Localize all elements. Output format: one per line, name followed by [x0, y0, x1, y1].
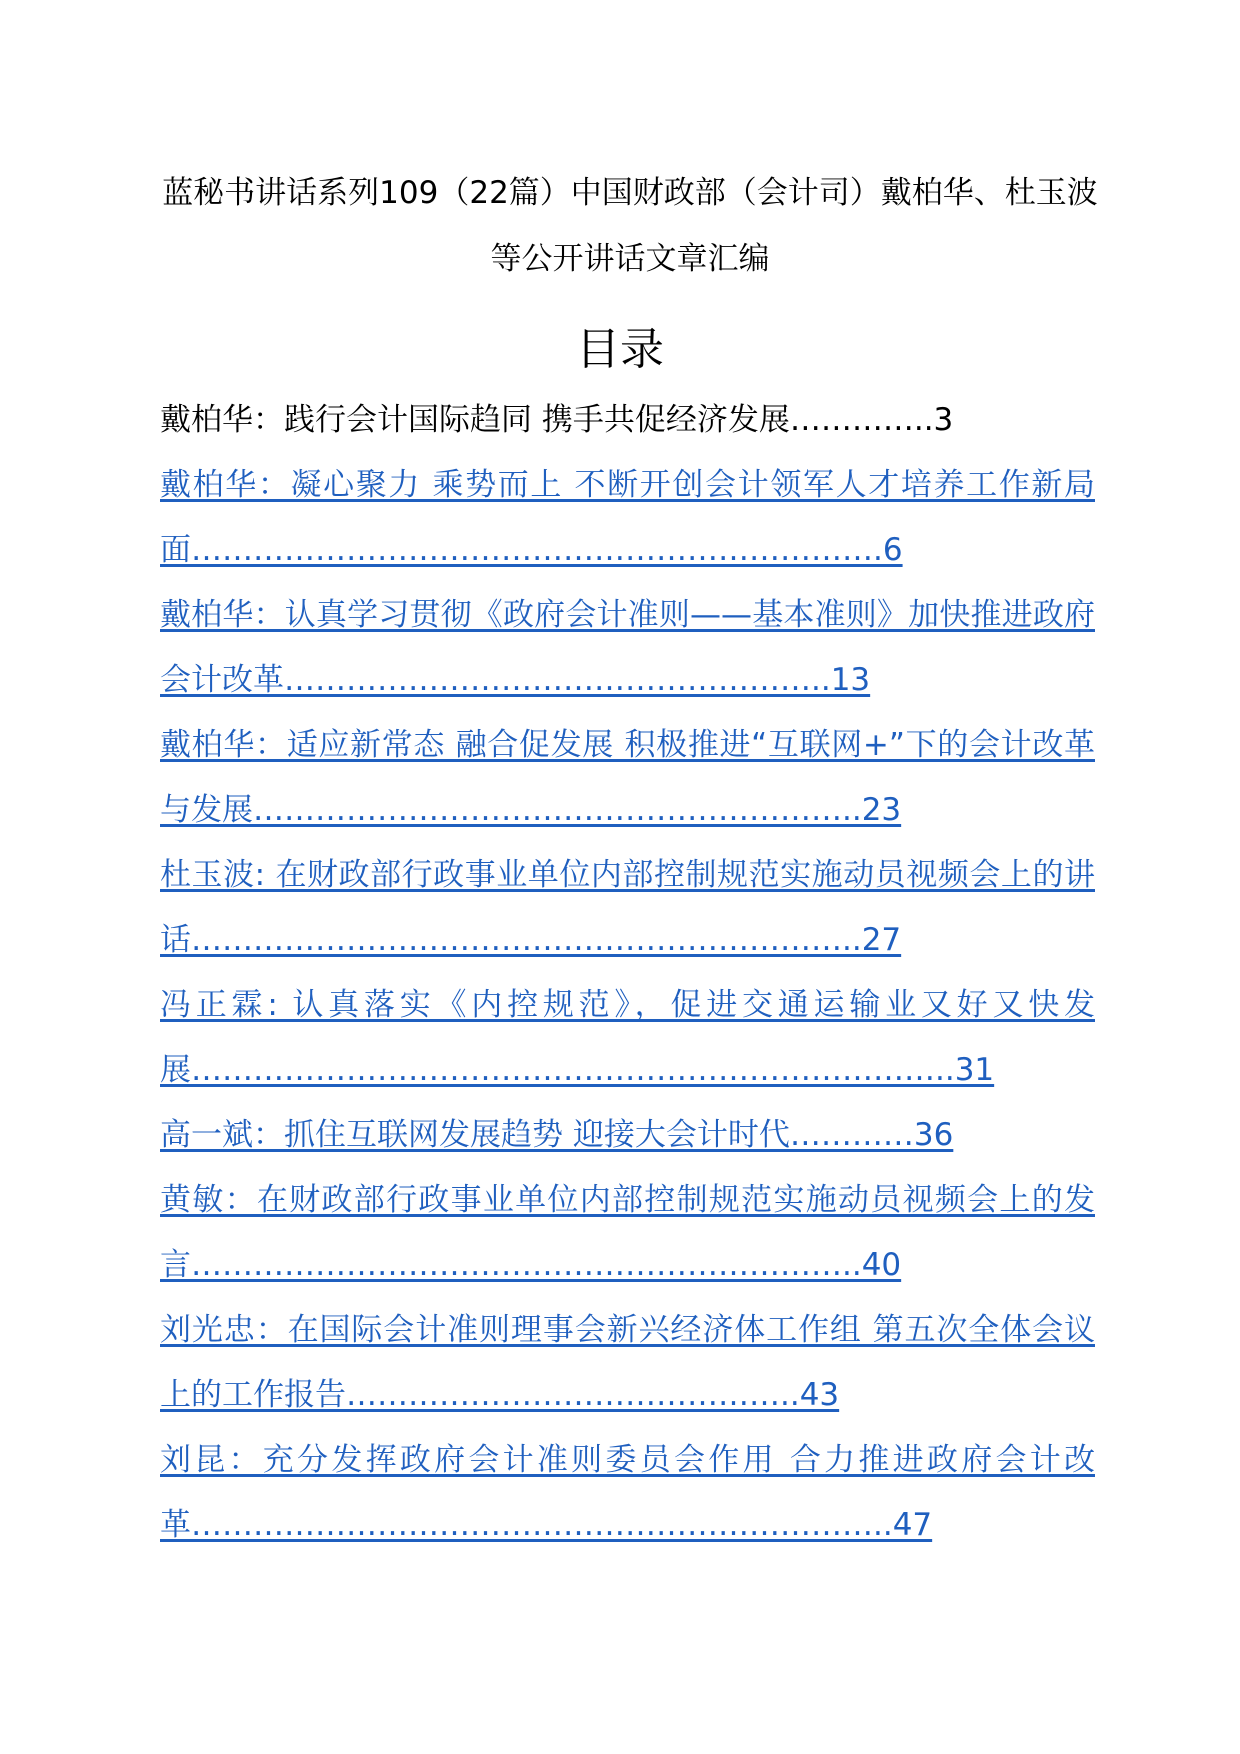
toc-entry: [160, 1168, 1095, 1298]
table-of-contents: [160, 388, 1095, 1558]
document-title: 蓝秘书讲话系列109（22篇）中国财政部（会计司）戴柏华、杜玉波等公开讲话文章汇编: [162, 175, 1098, 277]
toc-entry: [160, 1298, 1095, 1428]
toc-entry: [160, 713, 1095, 843]
toc-link[interactable]: 高一斌：抓住互联网发展趋势 迎接大会计时代…………36: [160, 1117, 954, 1153]
toc-link[interactable]: 刘昆：充分发挥政府会计准则委员会作用 合力推进政府会计改革…………………………………………………………..47: [160, 1442, 1095, 1543]
toc-link[interactable]: 刘光忠：在国际会计准则理事会新兴经济体工作组 第五次全体会议上的工作报告……………………………………..43: [160, 1312, 1095, 1413]
toc-link[interactable]: 戴柏华：践行会计国际趋同 携手共促经济发展…………..3: [160, 402, 954, 438]
toc-link[interactable]: 戴柏华：认真学习贯彻《政府会计准则——基本准则》加快推进政府会计改革……………………………………………..13: [160, 597, 1095, 698]
toc-entry: [160, 843, 1095, 973]
toc-link[interactable]: 杜玉波: 在财政部行政事业单位内部控制规范实施动员视频会上的讲话………………………………………………………..27: [160, 857, 1095, 958]
toc-entry: [160, 583, 1095, 713]
toc-entry: [160, 973, 1095, 1103]
toc-link[interactable]: 黄敏：在财政部行政事业单位内部控制规范实施动员视频会上的发言………………………………………………………..40: [160, 1182, 1095, 1283]
toc-entry: [160, 1103, 1095, 1168]
toc-link[interactable]: 戴柏华：凝心聚力 乘势而上 不断开创会计领军人才培养工作新局面………………………………………………………….6: [160, 467, 1095, 568]
toc-entry: [160, 388, 1095, 453]
toc-link[interactable]: 冯正霖: 认真落实《内控规范》，促进交通运输业又好又快发展………………………………………………………………..31: [160, 987, 1095, 1088]
toc-heading: 目录: [576, 324, 664, 375]
toc-entry: [160, 1428, 1095, 1558]
toc-entry: [160, 453, 1095, 583]
toc-link[interactable]: 戴柏华：适应新常态 融合促发展 积极推进“互联网+”下的会计改革与发展…………………………………………………..23: [160, 727, 1095, 828]
